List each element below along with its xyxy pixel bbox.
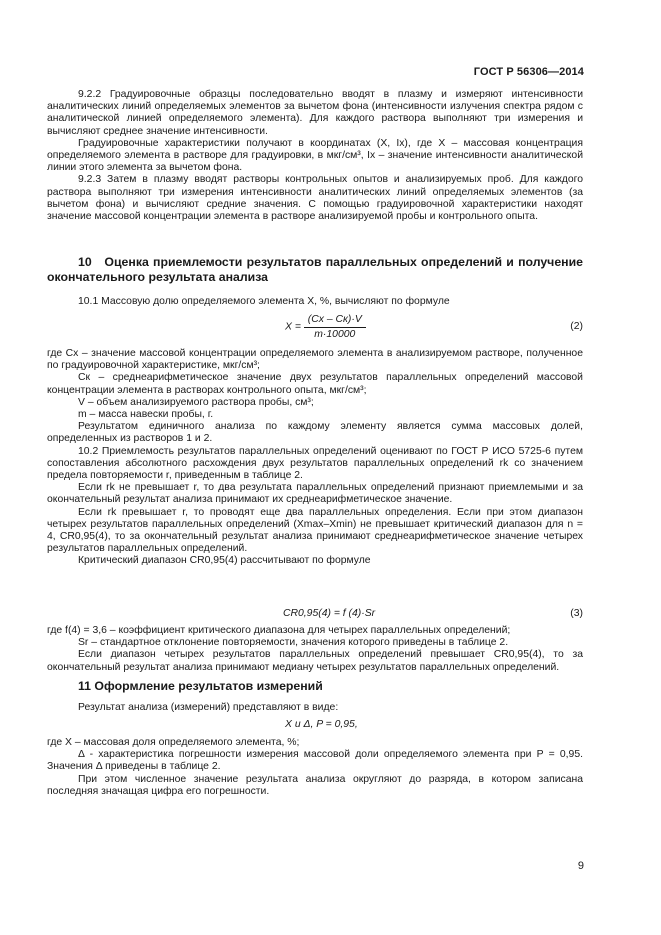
formula-result: X и Δ, P = 0,95, xyxy=(285,719,358,730)
paragraph-if-exceed: Если rk превышает r, то проводят еще два параллельных определения. Если при этом диапазон четырех результатов параллельных определений (Xmax–Xmin) не превышает критический диапазон для n = 4, CR0,95(4), то за окончательный результат анализа принимают среднеарифметическое значение четырех результатов параллельных определений. xyxy=(47,506,583,555)
paragraph-9-2-2: 9.2.2 Градуировочные образцы последовательно вводят в плазму и измеряют интенсивности аналитических линий определяемых элементов за вычетом фона (интенсивности излучения спектра рядом с аналитической линией определяемого элемента). Для каждого раствора выполняют три измерения и вычисляют среднее значение интенсивности. xyxy=(47,89,583,137)
paragraph-10-2: 10.2 Приемлемость результатов параллельных определений оценивают по ГОСТ Р ИСО 5725-6 путем сопоставления абсолютного расхождения двух результатов параллельных определений rk со значением предела повторяемости r, приведенным в таблице 2. xyxy=(47,445,583,482)
section-10-heading: 10 Оценка приемлемости результатов параллельных определений и получение окончательного результата анализа xyxy=(47,255,583,284)
paragraph-if-not-exceed: Если rk не превышает r, то два результата параллельных определений признают приемлемыми и за окончательный результат анализа принимают их среднеарифметическое значение. xyxy=(47,482,583,506)
page-number: 9 xyxy=(577,860,584,872)
formula-2-legend: где Cх – значение массовой концентрации определяемого элемента в анализируемом растворе, полученное по градуировочной характеристике, мкг/см³; Cк – среднеарифметическое значение двух результатов параллельных определений массовой концентрации элемента в растворах контрольного опыта, мкг/см³; V – объем анализируемого раствора пробы, см³; m – масса навески пробы, г. Результатом единичного анализа по каждому элементу является сумма массовых долей, определенных из растворов 1 и 2. 10.2 Приемлемость результатов параллельных определений оценивают по ГОСТ Р ИСО 5725-6 путем сопоставления абсолютного расхождения двух результатов параллельных определений rk со значением предела повторяемости r, приведенным в таблице 2. Если rk не превышает r, то два результата параллельных определений признают приемлемыми и за окончательный результат анализа принимают их среднеарифметическое значение. Если rk превышает r, то проводят еще два параллельных определения. Если при этом диапазон четырех результатов параллельных определений (Xmax–Xmin) не превышает критический диапазон для n = 4, CR0,95(4), то за окончательный результат анализа принимают среднеарифметическое значение четырех результатов параллельных определений. Критический диапазон CR0,95(4) рассчитывают по формуле xyxy=(47,348,583,567)
formula-3 xyxy=(47,608,583,622)
formula-2: X = $\frac{(Cх - Cк)\cdot V}{m\cdot 10000}$ (2) xyxy=(285,314,583,341)
paragraph-if-exceed-critical: Если диапазон четырех результатов параллельных определений превышает CR0,95(4), то за окончательный результат анализа принимают медиану четырех результатов параллельных определений. xyxy=(47,649,583,673)
paragraph-9-2-3: 9.2.3 Затем в плазму вводят растворы контрольных опытов и анализируемых проб. Для каждого раствора выполняют три измерения интенсивности аналитических линий определяемых элементов (за вычетом фона) и вычисляют средние значения. С помощью градуировочной характеристики находят значение массовой концентрации элемента в растворе анализируемой пробы и контрольного опыта. xyxy=(47,174,583,223)
paragraph-11-1: Результат анализа (измерений) представляют в виде: xyxy=(78,702,339,713)
formula-2-numerator: (Cх – Cк)·V xyxy=(304,314,366,328)
paragraph-critical-range: Критический диапазон CR0,95(4) рассчитывают по формуле xyxy=(78,555,371,567)
formula-2-denominator: m·10000 xyxy=(314,329,356,341)
section-10-title: Оценка приемлемости результатов параллельных определений и получение окончательного результата анализа xyxy=(47,255,583,284)
paragraph-rounding: При этом численное значение результата анализа округляют до разряда, в котором записана последняя значащая цифра его погрешности. xyxy=(47,773,583,797)
formula-result-legend: где X – массовая доля определяемого элемента, %; Δ - характеристика погрешности измерения массовой доли определяемого элемента при P = 0,95. Значения Δ приведены в таблице 2. При этом численное значение результата анализа округляют до разряда, в котором записана последняя значащая цифра его погрешности. xyxy=(47,737,583,797)
section-9-text xyxy=(47,89,583,223)
formula-3-legend: где f(4) = 3,6 – коэффициент критического диапазона для четырех параллельных определений; Sr – стандартное отклонение повторяемости, значения которого приведены в таблице 2. Если диапазон четырех результатов параллельных определений превышает CR0,95(4), то за окончательный результат анализа принимают медиану четырех результатов параллельных определений. xyxy=(47,625,583,673)
document-code: ГОСТ Р 56306—2014 xyxy=(473,66,584,78)
formula-3-expression: CR0,95(4) = f (4)·Sr xyxy=(283,608,376,619)
formula-3-number: (3) xyxy=(570,608,583,619)
formula-2-number: (2) xyxy=(570,321,583,332)
section-11-heading: 11 Оформление результатов измерений xyxy=(78,679,323,693)
paragraph-single-result: Результатом единичного анализа по каждому элементу является сумма массовых долей, определенных из растворов 1 и 2. xyxy=(47,421,583,445)
paragraph-calibration: Градуировочные характеристики получают в координатах (X, Iх), где X – массовая концентрация определяемого элемента в растворе для градуировки, в мкг/см³, Iх – значение интенсивности аналитической линии этого элемента за вычетом фона. xyxy=(47,137,583,174)
paragraph-10-1: 10.1 Массовую долю определяемого элемента X, %, вычисляют по формуле xyxy=(78,296,450,307)
section-11-title: Оформление результатов измерений xyxy=(94,679,323,693)
